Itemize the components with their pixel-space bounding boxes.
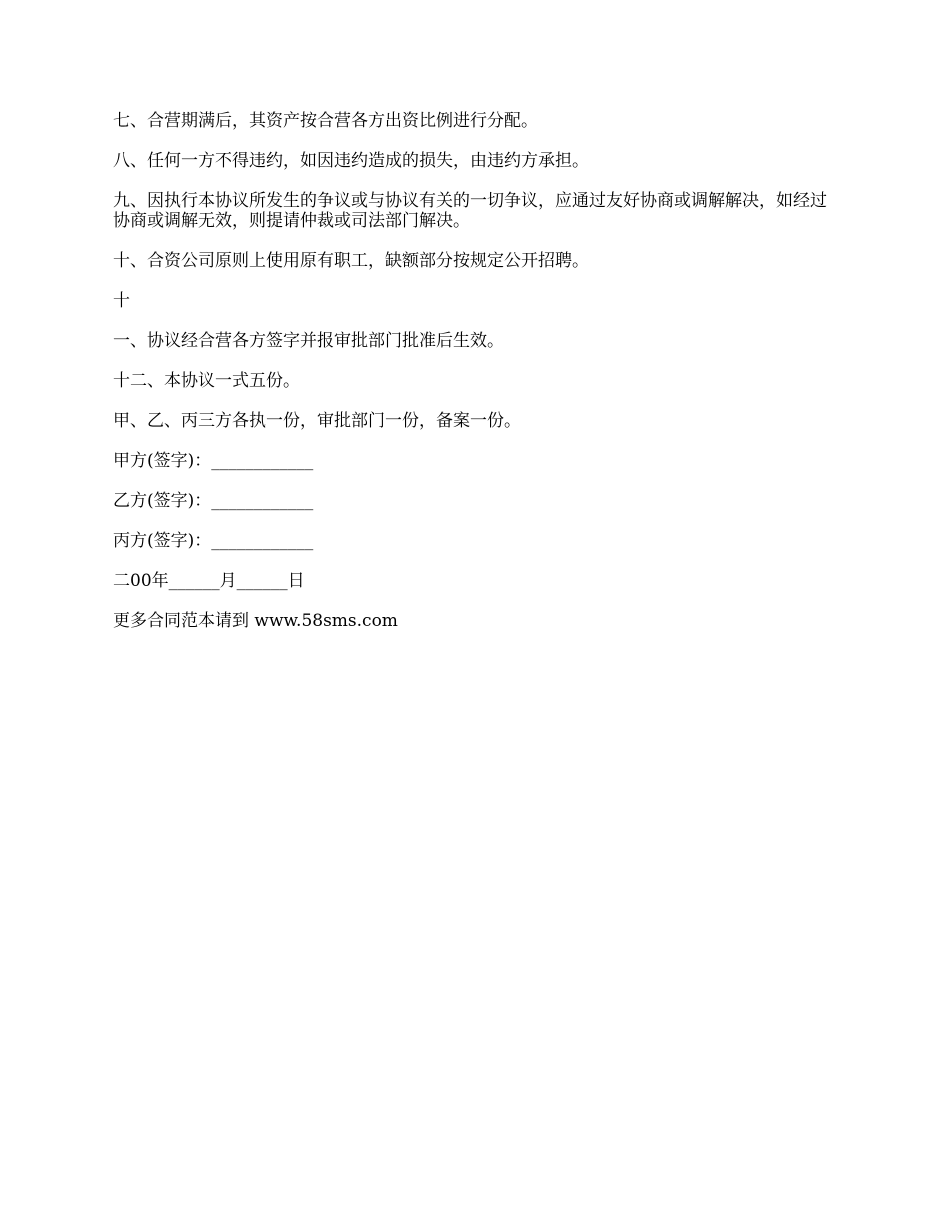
document-body [113, 111, 838, 651]
clause-10: 十、合资公司原则上使用原有职工，缺额部分按规定公开招聘。 [113, 251, 589, 271]
clause-11-number: 十 [113, 291, 130, 311]
clause-12: 十二、本协议一式五份。 [113, 371, 300, 391]
signing-date: 二00年______月______日 [113, 571, 305, 591]
copies-distribution: 甲、乙、丙三方各执一份，审批部门一份，备案一份。 [113, 411, 521, 431]
signature-party-b: 乙方(签字)：____________ [113, 491, 314, 511]
signature-party-a: 甲方(签字)：____________ [113, 451, 314, 471]
clause-9: 九、因执行本协议所发生的争议或与协议有关的一切争议，应通过友好协商或调解解决，如经过协商或调解无效，则提请仲裁或司法部门解决。 [113, 191, 827, 231]
clause-11: 一、协议经合营各方签字并报审批部门批准后生效。 [113, 331, 504, 351]
clause-7: 七、合营期满后，其资产按合营各方出资比例进行分配。 [113, 111, 538, 131]
signature-party-c: 丙方(签字)：____________ [113, 531, 314, 551]
footer-more-templates: 更多合同范本请到 www.58sms.com [113, 611, 398, 631]
clause-8: 八、任何一方不得违约，如因违约造成的损失，由违约方承担。 [113, 151, 589, 171]
